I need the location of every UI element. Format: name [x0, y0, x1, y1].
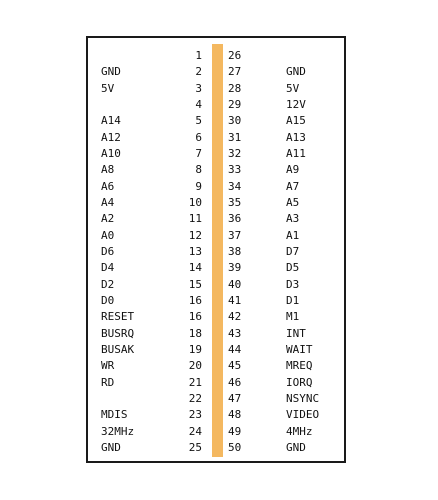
- left-signal-label: GND: [101, 65, 121, 79]
- right-pin-number: 29: [228, 98, 242, 111]
- left-pin-number: 19: [188, 342, 202, 356]
- left-pin-number: 25: [188, 440, 202, 454]
- right-signal-label: A5: [286, 196, 300, 209]
- right-signal-label: 5V: [286, 81, 300, 95]
- left-pin-number: 11: [188, 212, 202, 226]
- left-pin-number: 15: [188, 277, 202, 291]
- left-pin-number: 9: [195, 179, 202, 193]
- right-pin-number: 49: [228, 424, 242, 438]
- right-pin-number: 39: [228, 261, 242, 275]
- left-signal-label: A14: [101, 114, 121, 128]
- right-signal-label: D5: [286, 261, 300, 275]
- left-signal-label: BUSAK: [101, 342, 135, 356]
- left-signal-label: A8: [101, 163, 115, 177]
- left-signal-label: RESET: [101, 310, 135, 324]
- left-pin-number: 4: [195, 98, 202, 111]
- left-signal-label: BUSRQ: [101, 326, 135, 340]
- right-pin-number: 48: [228, 408, 242, 422]
- right-pin-number: 31: [228, 130, 242, 144]
- connector-pinout-frame: [86, 36, 346, 463]
- right-pin-number: 43: [228, 326, 242, 340]
- left-signal-label: D0: [101, 293, 115, 307]
- right-pin-number: 30: [228, 114, 242, 128]
- right-signal-label: A1: [286, 228, 300, 242]
- left-signal-label: GND: [101, 440, 121, 454]
- right-signal-label: MREQ: [286, 359, 313, 373]
- right-pin-number: 50: [228, 440, 242, 454]
- left-pin-number: 22: [188, 391, 202, 405]
- right-signal-label: D1: [286, 293, 300, 307]
- left-signal-label: D2: [101, 277, 115, 291]
- right-signal-label: 12V: [286, 98, 306, 111]
- left-signal-label: A2: [101, 212, 115, 226]
- right-signal-label: INT: [286, 326, 306, 340]
- left-signal-label: A12: [101, 130, 121, 144]
- left-pin-number: 12: [188, 228, 202, 242]
- right-signal-label: A7: [286, 179, 300, 193]
- right-pin-number: 38: [228, 245, 242, 258]
- right-pin-number: 33: [228, 163, 242, 177]
- left-signal-label: D4: [101, 261, 115, 275]
- right-pin-number: 32: [228, 147, 242, 160]
- left-pin-number: 8: [195, 163, 202, 177]
- right-pin-number: 44: [228, 342, 242, 356]
- left-pin-number: 6: [195, 130, 202, 144]
- right-pin-number: 36: [228, 212, 242, 226]
- left-pin-number: 10: [188, 196, 202, 209]
- right-signal-label: A3: [286, 212, 300, 226]
- right-signal-label: D7: [286, 245, 300, 258]
- left-signal-label: RD: [101, 375, 115, 389]
- connector-strip: [212, 44, 223, 457]
- left-signal-label: 5V: [101, 81, 115, 95]
- right-pin-number: 34: [228, 179, 242, 193]
- left-pin-number: 23: [188, 408, 202, 422]
- right-signal-label: A13: [286, 130, 306, 144]
- left-pin-number: 2: [195, 65, 202, 79]
- right-pin-number: 37: [228, 228, 242, 242]
- right-signal-label: GND: [286, 440, 306, 454]
- right-pin-number: 28: [228, 81, 242, 95]
- right-pin-number: 45: [228, 359, 242, 373]
- right-signal-label: 4MHz: [286, 424, 313, 438]
- left-pin-number: 14: [188, 261, 202, 275]
- left-pin-number: 20: [188, 359, 202, 373]
- left-signal-label: D6: [101, 245, 115, 258]
- right-signal-label: NSYNC: [286, 391, 320, 405]
- left-pin-number: 18: [188, 326, 202, 340]
- right-signal-label: A11: [286, 147, 306, 160]
- right-pin-number: 47: [228, 391, 242, 405]
- right-pin-number: 42: [228, 310, 242, 324]
- right-signal-label: D3: [286, 277, 300, 291]
- left-signal-label: WR: [101, 359, 115, 373]
- left-signal-label: A6: [101, 179, 115, 193]
- right-pin-number: 46: [228, 375, 242, 389]
- right-pin-number: 26: [228, 49, 242, 62]
- right-pin-number: 35: [228, 196, 242, 209]
- right-pin-number: 41: [228, 293, 242, 307]
- right-pin-number: 40: [228, 277, 242, 291]
- left-pin-number: 5: [195, 114, 202, 128]
- right-signal-label: VIDEO: [286, 408, 320, 422]
- left-pin-number: 1: [195, 49, 202, 62]
- left-pin-number: 13: [188, 245, 202, 258]
- left-signal-label: 32MHz: [101, 424, 135, 438]
- right-signal-label: A9: [286, 163, 300, 177]
- right-pin-number: 27: [228, 65, 242, 79]
- left-signal-label: A10: [101, 147, 121, 160]
- left-signal-label: A4: [101, 196, 115, 209]
- right-signal-label: WAIT: [286, 342, 313, 356]
- left-pin-number: 16: [188, 310, 202, 324]
- right-signal-label: M1: [286, 310, 300, 324]
- left-pin-number: 16: [188, 293, 202, 307]
- right-signal-label: GND: [286, 65, 306, 79]
- right-signal-label: A15: [286, 114, 306, 128]
- left-pin-number: 21: [188, 375, 202, 389]
- left-signal-label: MDIS: [101, 408, 128, 422]
- left-pin-number: 3: [195, 81, 202, 95]
- left-signal-label: A0: [101, 228, 115, 242]
- right-signal-label: IORQ: [286, 375, 313, 389]
- left-pin-number: 7: [195, 147, 202, 160]
- left-pin-number: 24: [188, 424, 202, 438]
